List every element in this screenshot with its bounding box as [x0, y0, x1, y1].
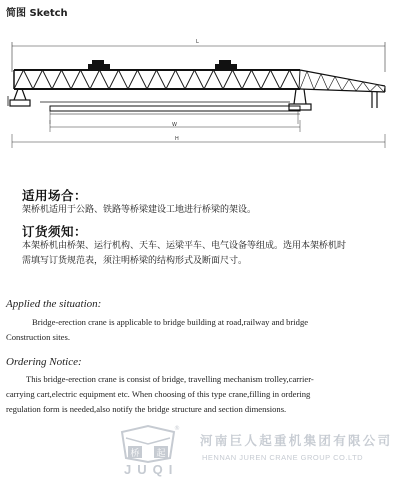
en-notice-line-2: carrying cart,electric equipment etc. When choosing of this type crane,filling in ordering	[6, 389, 311, 399]
dimension-L	[12, 42, 385, 72]
en-notice-line-1: This bridge-erection crane is consist of bridge, travelling mechanism trolley,carrier-	[26, 374, 314, 384]
crane-sketch-diagram	[0, 24, 405, 174]
dimension-H	[12, 134, 385, 148]
trolley	[88, 60, 237, 70]
sketch-title: 简图 Sketch	[6, 8, 68, 19]
main-truss-girder	[14, 70, 300, 89]
dimension-H-label: H	[175, 136, 179, 142]
en-situation-line-2: Construction sites.	[6, 332, 70, 342]
cn-situation-text: 架桥机适用于公路、铁路等桥梁建设工地进行桥梁的架设。	[22, 205, 257, 215]
dimension-W-label: W	[172, 122, 177, 128]
logo-char-left: 桥	[130, 449, 140, 459]
en-notice-heading: Ordering Notice:	[6, 356, 82, 368]
support-legs	[10, 89, 377, 110]
company-name-cn: 河南巨人起重机集团有限公司	[200, 433, 393, 448]
logo-text: JUQI	[124, 462, 179, 477]
registered-mark: ®	[174, 425, 180, 432]
en-situation-line-1: Bridge-erection crane is applicable to bridge building at road,railway and bridge	[32, 317, 309, 327]
dimension-L-label: L	[196, 39, 199, 45]
beam-carrier	[8, 96, 300, 114]
en-notice-line-3: regulation form is needed,also notify the bridge structure and section dimensions.	[6, 404, 287, 414]
cn-situation-heading: 适用场合：	[22, 188, 88, 203]
company-name-en: HENNAN JUREN CRANE GROUP CO.LTD	[202, 453, 364, 462]
logo-char-right: 起	[156, 449, 166, 459]
cn-notice-line-2: 需填写订货规范表，须注明桥梁的结构形式及断面尺寸。	[22, 256, 248, 266]
cn-notice-heading: 订货须知：	[22, 224, 88, 239]
cantilever-nose	[300, 70, 385, 92]
cn-notice-line-1: 本架桥机由桥架、运行机构、天车、运梁平车、电气设备等组成。选用本架桥机时	[22, 241, 347, 251]
en-situation-heading: Applied the situation:	[6, 298, 102, 310]
